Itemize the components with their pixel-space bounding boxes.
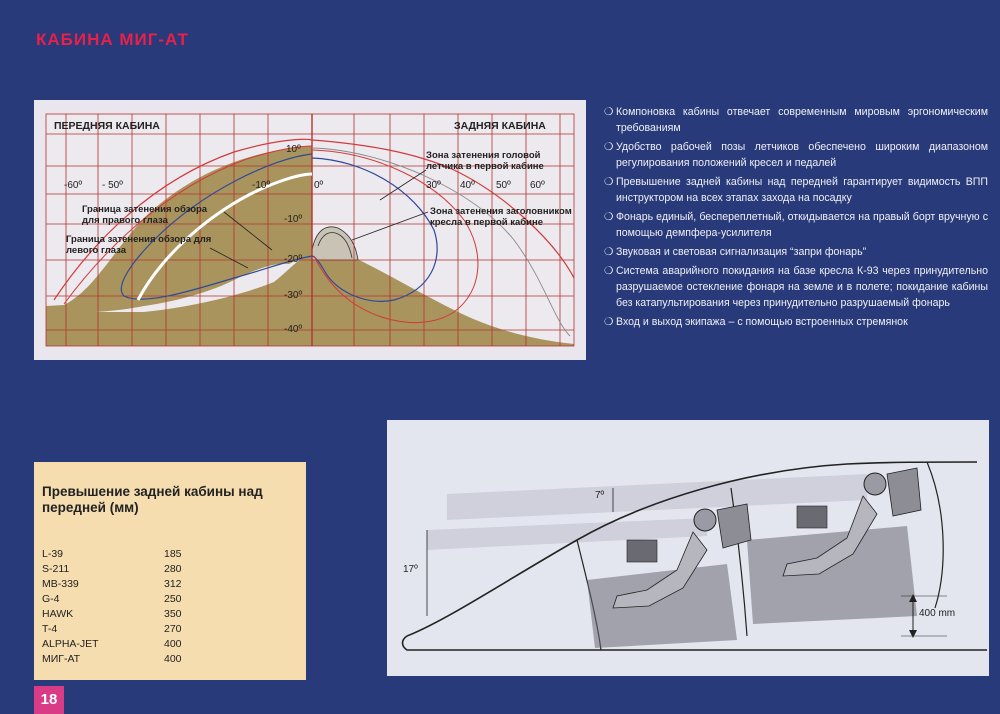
bullet-marker: ❍ <box>604 246 614 258</box>
bullet-marker: ❍ <box>604 141 614 153</box>
feature-list <box>604 104 988 333</box>
cockpit-drawing <box>387 420 989 676</box>
bullet-marker: ❍ <box>604 211 614 223</box>
y-tick: -30º <box>284 290 303 301</box>
aircraft-name: T-4 <box>42 623 58 635</box>
x-tick: 0º <box>314 180 324 191</box>
list-item <box>604 244 988 260</box>
table-row <box>42 653 242 667</box>
right-eye-annotation: Граница затенения обзора для правого глаза <box>82 204 208 226</box>
list-item <box>604 263 988 311</box>
field-of-view-chart <box>34 100 586 360</box>
page-number: 18 <box>34 686 64 714</box>
list-item <box>604 174 988 206</box>
height-value: 270 <box>164 623 182 635</box>
table-title: Превышение задней кабины над передней (мм) <box>42 484 263 515</box>
height-value: 350 <box>164 608 182 620</box>
page-title: КАБИНА МИГ-АТ <box>36 30 189 49</box>
cockpit-height-table <box>34 462 306 680</box>
rear-sight-angle: 7º <box>595 490 605 501</box>
list-item <box>604 209 988 241</box>
rear-cockpit-header: ЗАДНЯЯ КАБИНА <box>454 120 546 132</box>
table-row <box>42 638 242 652</box>
table-row <box>42 563 242 577</box>
bullet-text: Компоновка кабины отвечает современным мировым эргономическим требованиям <box>616 106 988 134</box>
table-row <box>42 548 242 562</box>
aircraft-name: G-4 <box>42 593 60 605</box>
y-tick: -10º <box>284 214 303 225</box>
x-tick: 50º <box>496 180 511 191</box>
table-row <box>42 608 242 622</box>
x-tick: 40º <box>460 180 475 191</box>
y-tick: 10º <box>286 144 301 155</box>
height-difference-label: 400 mm <box>919 608 956 619</box>
height-value: 312 <box>164 578 182 590</box>
aircraft-name: ALPHA-JET <box>42 638 99 650</box>
x-tick: 60º <box>530 180 545 191</box>
x-tick: -60º <box>64 180 83 191</box>
bullet-marker: ❍ <box>604 176 614 188</box>
list-item <box>604 314 988 330</box>
list-item <box>604 139 988 171</box>
head-shadow-annotation: Зона затенения головой летчика в первой кабине <box>426 150 544 172</box>
height-value: 400 <box>164 638 182 650</box>
left-eye-annotation: Граница затенения обзора для левого глаза <box>66 234 212 256</box>
bullet-text: Фонарь единый, бесперeплетный, откидывается на правый борт вручную с помощью демпфера-усилителя <box>616 211 988 239</box>
bullet-marker: ❍ <box>604 265 614 277</box>
height-value: 185 <box>164 548 182 560</box>
aircraft-name: МИГ-АТ <box>42 653 81 665</box>
aircraft-name: MB-339 <box>42 578 79 590</box>
bullet-text: Звуковая и световая сигнализация “запри фонарь” <box>616 246 867 258</box>
bullet-marker: ❍ <box>604 316 614 328</box>
table-row <box>42 623 242 637</box>
bullet-text: Превышение задней кабины над передней гарантирует видимость ВПП инструктором на всех этапах захода на посадку <box>616 176 988 204</box>
table-row <box>42 578 242 592</box>
front-cockpit-header: ПЕРЕДНЯЯ КАБИНА <box>54 120 160 132</box>
y-tick: -40º <box>284 324 303 335</box>
x-tick: 30º <box>426 180 441 191</box>
seat-shadow-annotation: Зона затенения заголовником кресла в первой кабине <box>430 206 572 228</box>
cockpit-cross-section <box>387 420 989 676</box>
aircraft-name: L-39 <box>42 548 64 560</box>
bullet-marker: ❍ <box>604 106 614 118</box>
aircraft-name: HAWK <box>42 608 74 620</box>
x-tick: -10º <box>252 180 271 191</box>
height-value: 280 <box>164 563 182 575</box>
aircraft-name: S-211 <box>42 563 70 575</box>
height-value: 250 <box>164 593 182 605</box>
x-tick: - 50º <box>102 180 123 191</box>
fov-chart-graphic <box>34 100 586 360</box>
list-item <box>604 104 988 136</box>
height-value: 400 <box>164 653 182 665</box>
table-row <box>42 593 242 607</box>
bullet-text: Система аварийного покидания на базе кресла К-93 через принудительно разрушаемое остекление фонаря на земле и в полете; покидание кабины без катапультирования через принудительно разрушаемый фонарь <box>616 265 988 309</box>
front-sight-angle: 17º <box>403 564 418 575</box>
bullet-text: Удобство рабочей позы летчиков обеспечено широким диапазоном регулирования положений кресел и педалей <box>616 141 988 169</box>
y-tick: -20º <box>284 254 303 265</box>
bullet-text: Вход и выход экипажа – с помощью встроенных стремянок <box>616 316 908 328</box>
